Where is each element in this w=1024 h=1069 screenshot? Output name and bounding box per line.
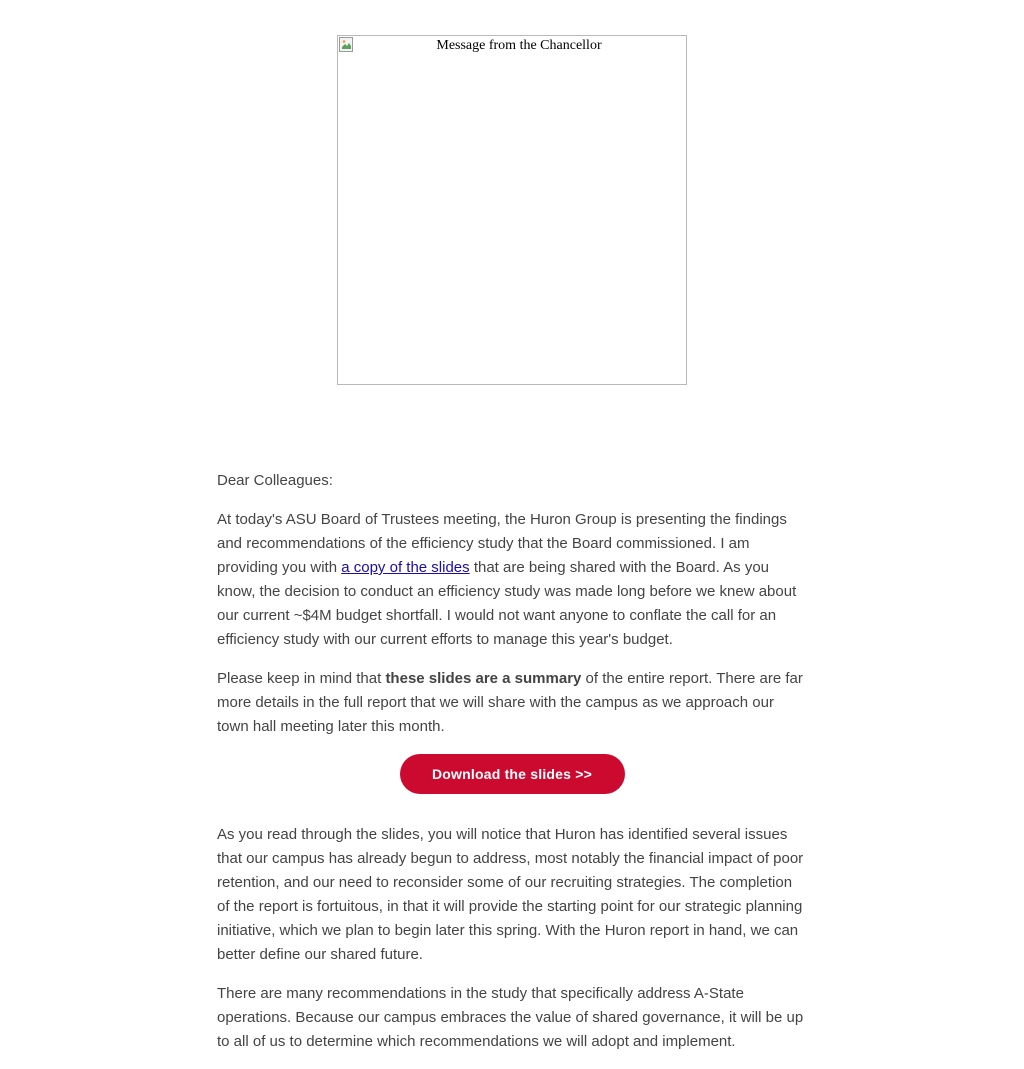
paragraph-intro bbox=[217, 508, 807, 652]
paragraph-summary-emphasis: these slides are a summary bbox=[385, 670, 582, 687]
paragraph-intro-text-a: At today's ASU Board of Trustees meeting, the Huron Group is presenting the findings and recommendations of the efficiency study that the Board commissioned. I am providing you with bbox=[217, 511, 787, 576]
download-slides-button[interactable]: Download the slides >> bbox=[400, 754, 625, 794]
paragraph-recommendations: There are many recommendations in the study that specifically address A-State operations. Because our campus embraces the value of shared governance, it will be up to all of us to determine which recommendations we will adopt and implement. bbox=[217, 985, 804, 1050]
greeting: Dear Colleagues: bbox=[217, 472, 333, 489]
paragraph-summary bbox=[217, 667, 807, 739]
paragraph-intro-text-b: that are being shared with the Board. As you know, the decision to conduct an efficiency study was made long before we knew about our current ~$4M budget shortfall. I would not want anyone to conflate the call for an efficiency study with our current efforts to manage this year's budget. bbox=[217, 559, 797, 648]
paragraph-summary-text-a: Please keep in mind that bbox=[217, 670, 386, 687]
slides-copy-link[interactable]: a copy of the slides bbox=[341, 559, 470, 576]
download-button-row bbox=[217, 754, 807, 794]
header-image bbox=[337, 35, 687, 385]
paragraph-issues: As you read through the slides, you will notice that Huron has identified several issues that our campus has already begun to address, most notably the financial impact of poor retention, and our need to reconsider some of our recruiting strategies. The completion of the report is fortuitous, in that it will provide the starting point for our strategic planning initiative, which we plan to begin later this spring. With the Huron report in hand, we can better define our shared future. bbox=[217, 826, 804, 963]
header-image-alt-text: Message from the Chancellor bbox=[436, 38, 602, 53]
letter-body bbox=[217, 469, 807, 1069]
paragraph-summary-text-b: of the entire report. There are far more details in the full report that we will share with the campus as we approach our town hall meeting later this month. bbox=[217, 670, 803, 735]
